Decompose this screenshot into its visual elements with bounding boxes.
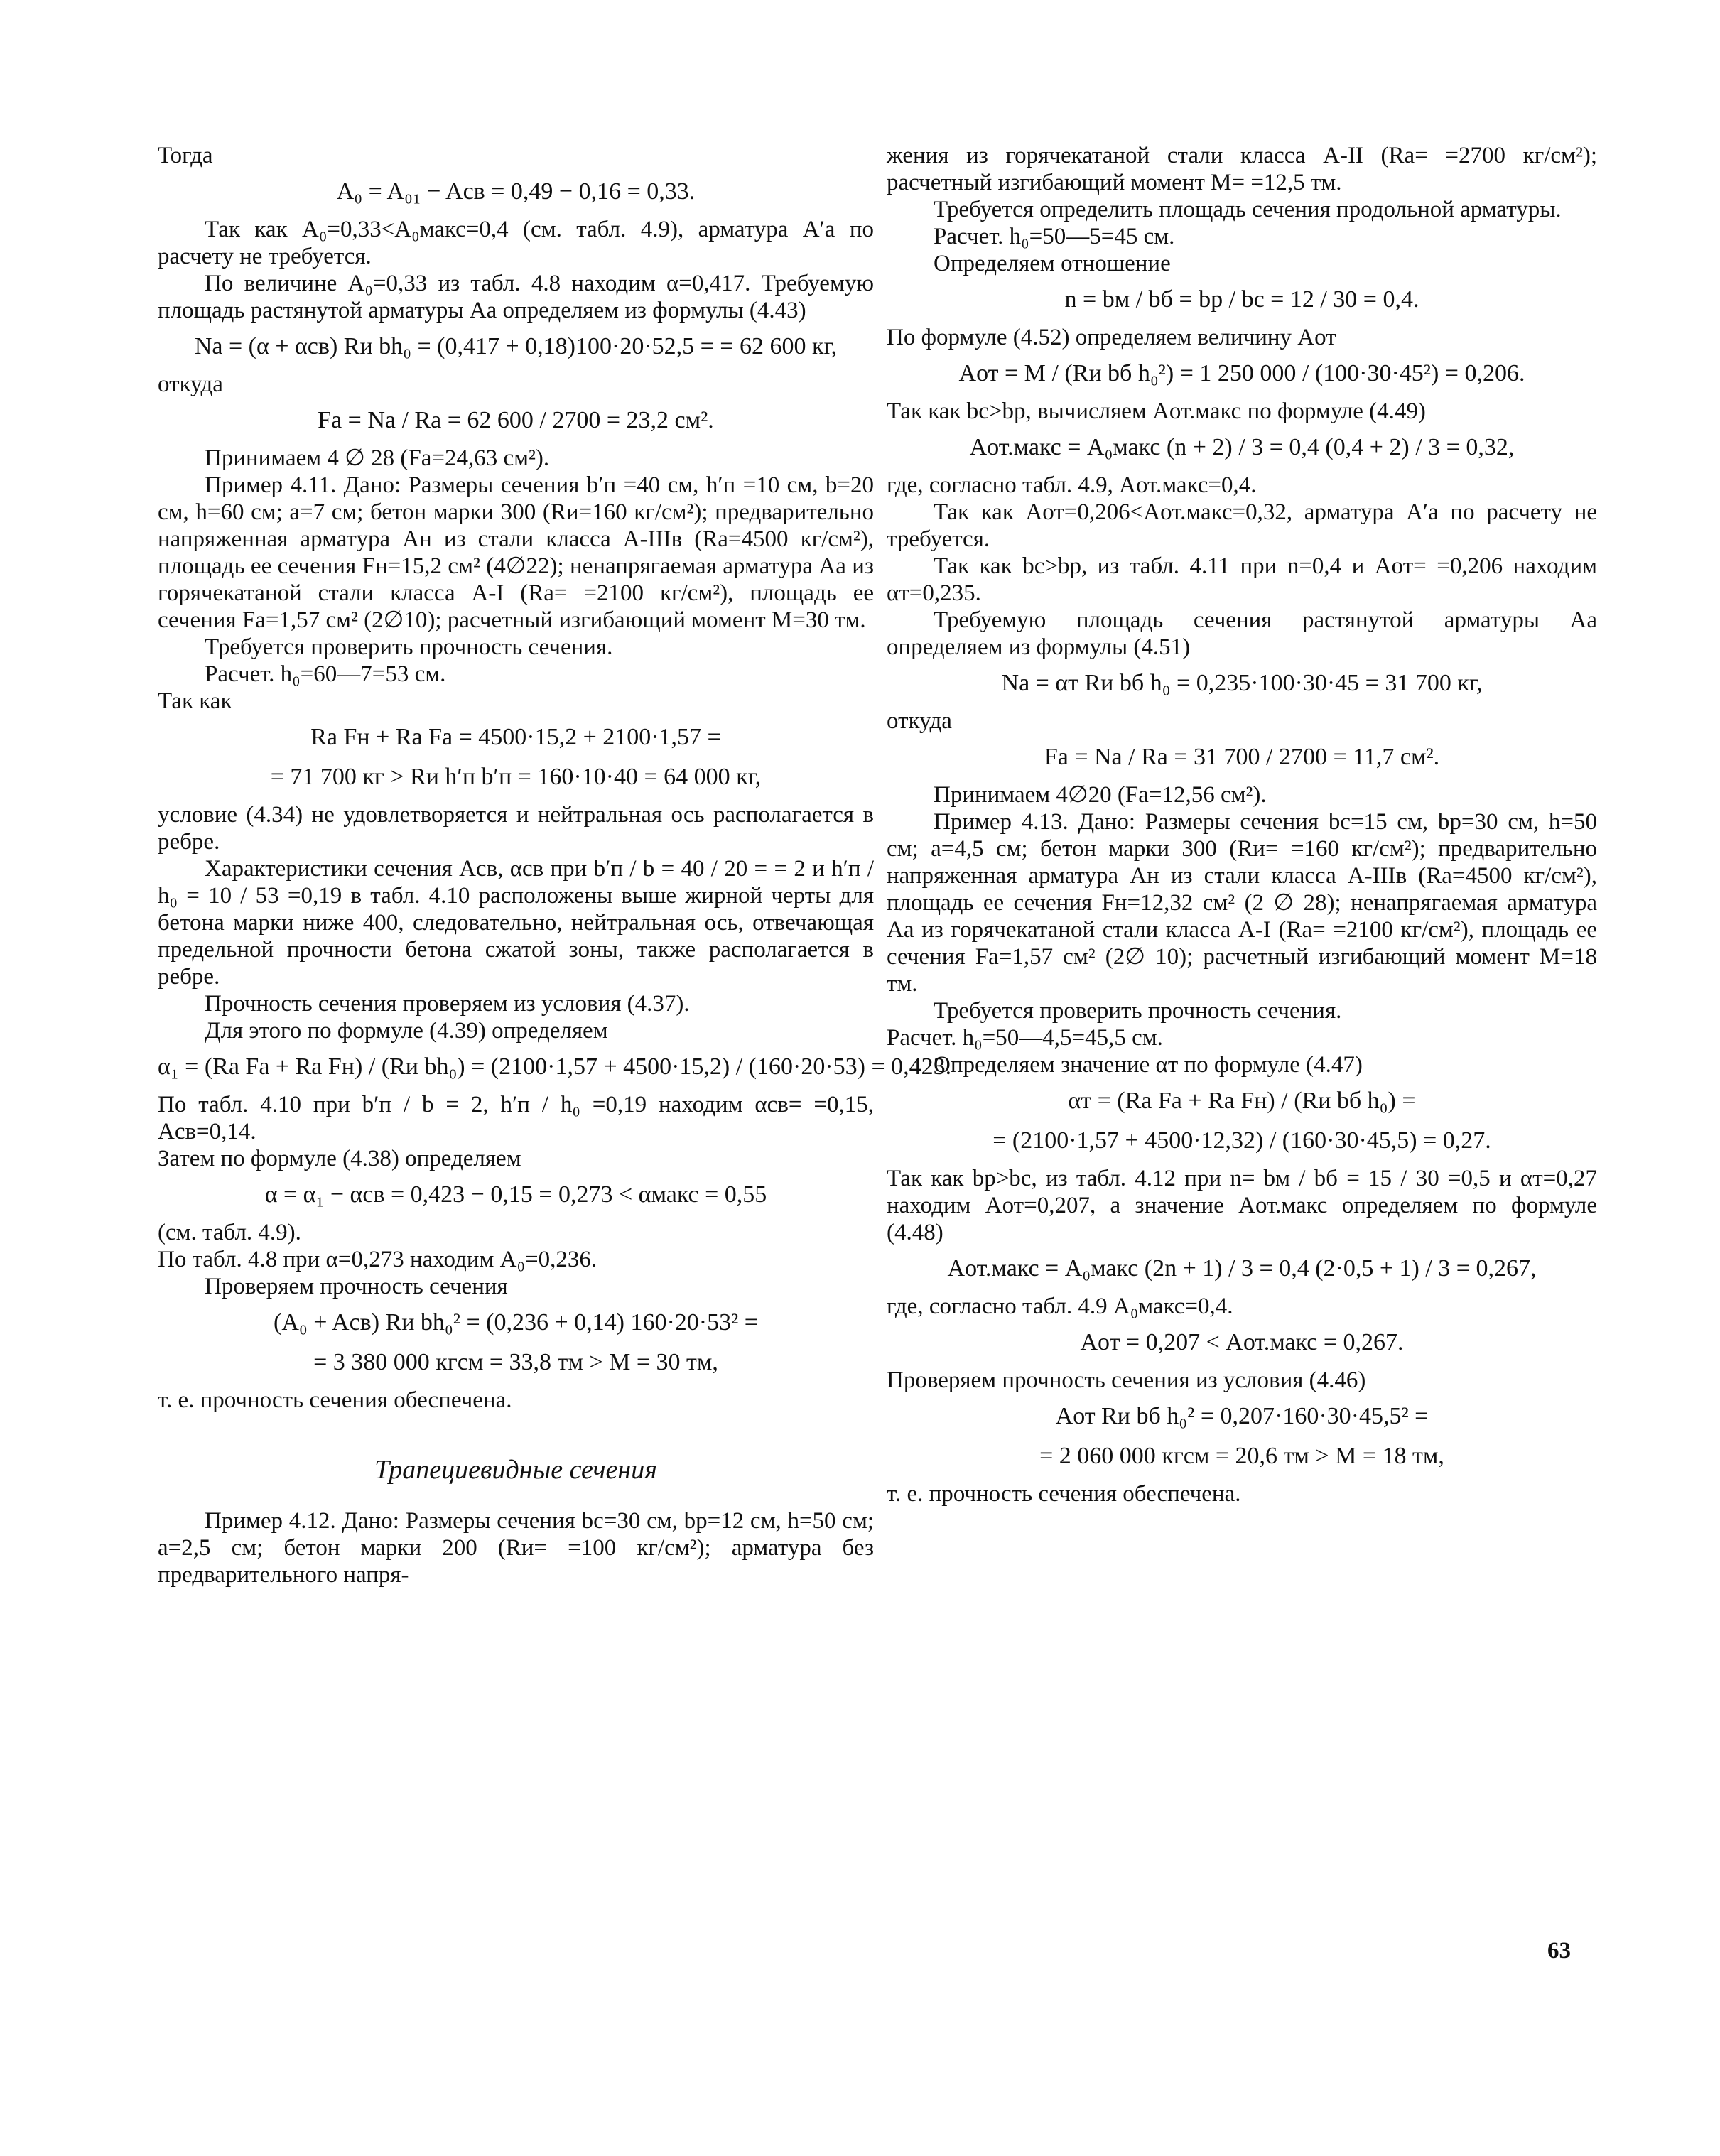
formula: Aот = 0,207 < Aот.макс = 0,267. [1080, 1329, 1404, 1355]
paragraph: Тогда [158, 143, 213, 168]
paragraph: жения из горячекатаной стали класса A-II (Rа= =2700 кг/см²); расчетный изгибающий момент M= =12,5 тм. [887, 143, 1597, 195]
paragraph: Определяем значение αт по формуле (4.47) [934, 1052, 1363, 1078]
paragraph: Так как bс>bр, из табл. 4.11 при n=0,4 и Aот= =0,206 находим αт=0,235. [887, 553, 1597, 606]
paragraph: По табл. 4.10 при b′п / b = 2, h′п / h₀ =0,19 находим αсв= =0,15, Aсв=0,14. [158, 1092, 874, 1144]
paragraph: По величине A₀=0,33 из табл. 4.8 находим α=0,417. Требуемую площадь растянутой арматуры Aа определяем из формулы (4.43) [158, 271, 874, 323]
paragraph: где, согласно табл. 4.9 A₀макс=0,4. [887, 1294, 1233, 1319]
formula: α = α₁ − αсв = 0,423 − 0,15 = 0,273 < αмакс = 0,55 [264, 1181, 767, 1208]
paragraph: Пример 4.11. Дано: Размеры сечения b′п =40 см, h′п =10 см, b=20 см, h=60 см; a=7 см; бетон марки 300 (Rи=160 кг/см²); предварительно напряженная арматура Aн из стали класса A-IIIв (Rа=4500 кг/см²), площадь ее сечения Fн=15,2 см² (4∅22); ненапрягаемая арматура Aа из горячекатаной стали класса A-I (Rа= =2100 кг/см²), площадь ее сечения Fа=1,57 см² (2∅10); расчетный изгибающий момент M=30 тм. [158, 472, 874, 633]
paragraph: Так как [158, 688, 232, 714]
paragraph: Проверяем прочность сечения [205, 1274, 508, 1299]
paragraph: Прочность сечения проверяем из условия (4.37). [205, 991, 690, 1017]
paragraph: Так как Aот=0,206<Aот.макс=0,32, арматура A′а по расчету не требуется. [887, 499, 1597, 552]
formula: Aот Rи bб h₀² = 0,207·160·30·45,5² = [1055, 1403, 1429, 1429]
paragraph: Так как bр>bс, из табл. 4.12 при n= bм / bб = 15 / 30 =0,5 и αт=0,27 находим Aот=0,207, а значение Aот.макс определяем по формуле (4.48) [887, 1166, 1597, 1245]
paragraph: откуда [158, 372, 223, 397]
paragraph: условие (4.34) не удовлетворяется и нейтральная ось располагается в ребре. [158, 802, 874, 855]
formula: A₀ = A₀₁ − Aсв = 0,49 − 0,16 = 0,33. [336, 178, 696, 205]
paragraph: Требуется проверить прочность сечения. [205, 634, 613, 660]
formula: Fа = Nа / Rа = 31 700 / 2700 = 11,7 см². [1044, 744, 1440, 770]
paragraph: Определяем отношение [934, 251, 1171, 276]
formula: Aот.макс = A₀макс (2n + 1) / 3 = 0,4 (2·0,5 + 1) / 3 = 0,267, [947, 1255, 1537, 1282]
paragraph: Так как A₀=0,33<A₀макс=0,4 (см. табл. 4.9), арматура A′а по расчету не требуется. [158, 217, 874, 269]
paragraph: Характеристики сечения Aсв, αсв при b′п / b = 40 / 20 = = 2 и h′п / h₀ = 10 / 53 =0,19 в табл. 4.10 расположены выше жирной черты для бетона марки ниже 400, следовательно, нейтральная ось, отвечающая предельной прочности бетона сжатой зоны, также располагается в ребре. [158, 856, 874, 990]
paragraph: откуда [887, 708, 952, 734]
paragraph: Требуется проверить прочность сечения. [934, 998, 1342, 1024]
formula: Rа Fн + Rа Fа = 4500·15,2 + 2100·1,57 = [310, 724, 721, 750]
paragraph: Для этого по формуле (4.39) определяем [205, 1018, 608, 1044]
paragraph: Требуется определить площадь сечения продольной арматуры. [934, 197, 1562, 222]
formula: = 2 060 000 кгсм = 20,6 тм > M = 18 тм, [1039, 1443, 1444, 1469]
paragraph: Затем по формуле (4.38) определяем [158, 1146, 521, 1171]
left-column [158, 142, 952, 1588]
right-column [887, 142, 1597, 1507]
paragraph: Принимаем 4∅20 (Fа=12,56 см²). [934, 782, 1267, 808]
paragraph: Расчет. h₀=50—5=45 см. [934, 224, 1175, 249]
paragraph: По табл. 4.8 при α=0,273 находим A₀=0,236. [158, 1247, 597, 1272]
paragraph: Принимаем 4 ∅ 28 (Fа=24,63 см²). [205, 445, 550, 471]
section-heading: Трапециевидные сечения [374, 1455, 657, 1485]
paragraph: Пример 4.13. Дано: Размеры сечения bс=15 см, bр=30 см, h=50 см; a=4,5 см; бетон марки 300 (Rи= =160 кг/см²); предварительно напряженная арматура Aн из стали класса A-IIIв (Rа=4500 кг/см²), площадь ее сечения Fн=12,32 см² (2 ∅ 28); ненапрягаемая арматура Aа из горячекатаной стали класса A-I (Rа= =2100 кг/см²), площадь ее сечения Fа=1,57 см² (2∅ 10); расчетный изгибающий момент M=18 тм. [887, 809, 1597, 997]
formula: = (2100·1,57 + 4500·12,32) / (160·30·45,5) = 0,27. [992, 1127, 1491, 1154]
paragraph: (см. табл. 4.9). [158, 1220, 301, 1245]
formula: Nа = αт Rи bб h₀ = 0,235·100·30·45 = 31 700 кг, [1001, 670, 1483, 696]
formula: = 3 380 000 кгсм = 33,8 тм > M = 30 тм, [313, 1349, 718, 1375]
paragraph: т. е. прочность сечения обеспечена. [158, 1387, 512, 1413]
paragraph: Расчет. h₀=60—7=53 см. [205, 661, 446, 687]
paragraph: т. е. прочность сечения обеспечена. [887, 1481, 1241, 1507]
formula: Aот = M / (Rи bб h₀²) = 1 250 000 / (100·30·45²) = 0,206. [958, 360, 1525, 386]
formula: Fа = Nа / Rа = 62 600 / 2700 = 23,2 см². [318, 407, 714, 433]
paragraph: Расчет. h₀=50—4,5=45,5 см. [887, 1025, 1163, 1051]
paragraph: Проверяем прочность сечения из условия (4.46) [887, 1367, 1366, 1393]
formula: α₁ = (Rа Fа + Rа Fн) / (Rи bh₀) = (2100·1,57 + 4500·15,2) / (160·20·53) = 0,423. [158, 1053, 952, 1080]
formula: Aот.макс = A₀макс (n + 2) / 3 = 0,4 (0,4 + 2) / 3 = 0,32, [969, 434, 1515, 460]
paragraph: Пример 4.12. Дано: Размеры сечения bс=30 см, bр=12 см, h=50 см; a=2,5 см; бетон марки 200 (Rи= =100 кг/см²); арматура без предварительного напря- [158, 1508, 874, 1588]
paragraph: По формуле (4.52) определяем величину Aот [887, 325, 1336, 350]
paragraph: где, согласно табл. 4.9, Aот.макс=0,4. [887, 472, 1257, 498]
paragraph: Так как bс>bр, вычисляем Aот.макс по формуле (4.49) [887, 399, 1426, 424]
formula: αт = (Rа Fа + Rа Fн) / (Rи bб h₀) = [1068, 1088, 1416, 1114]
paragraph: Требуемую площадь сечения растянутой арматуры Aа определяем из формулы (4.51) [887, 607, 1597, 660]
formula: = 71 700 кг > Rи h′п b′п = 160·10·40 = 64 000 кг, [270, 764, 762, 790]
formula: n = bм / bб = bр / bс = 12 / 30 = 0,4. [1064, 286, 1419, 313]
formula: (A₀ + Aсв) Rи bh₀² = (0,236 + 0,14) 160·20·53² = [274, 1309, 758, 1336]
page-number: 63 [1547, 1938, 1571, 1963]
formula: Nа = (α + αсв) Rи bh₀ = (0,417 + 0,18)100·20·52,5 = = 62 600 кг, [194, 333, 838, 359]
